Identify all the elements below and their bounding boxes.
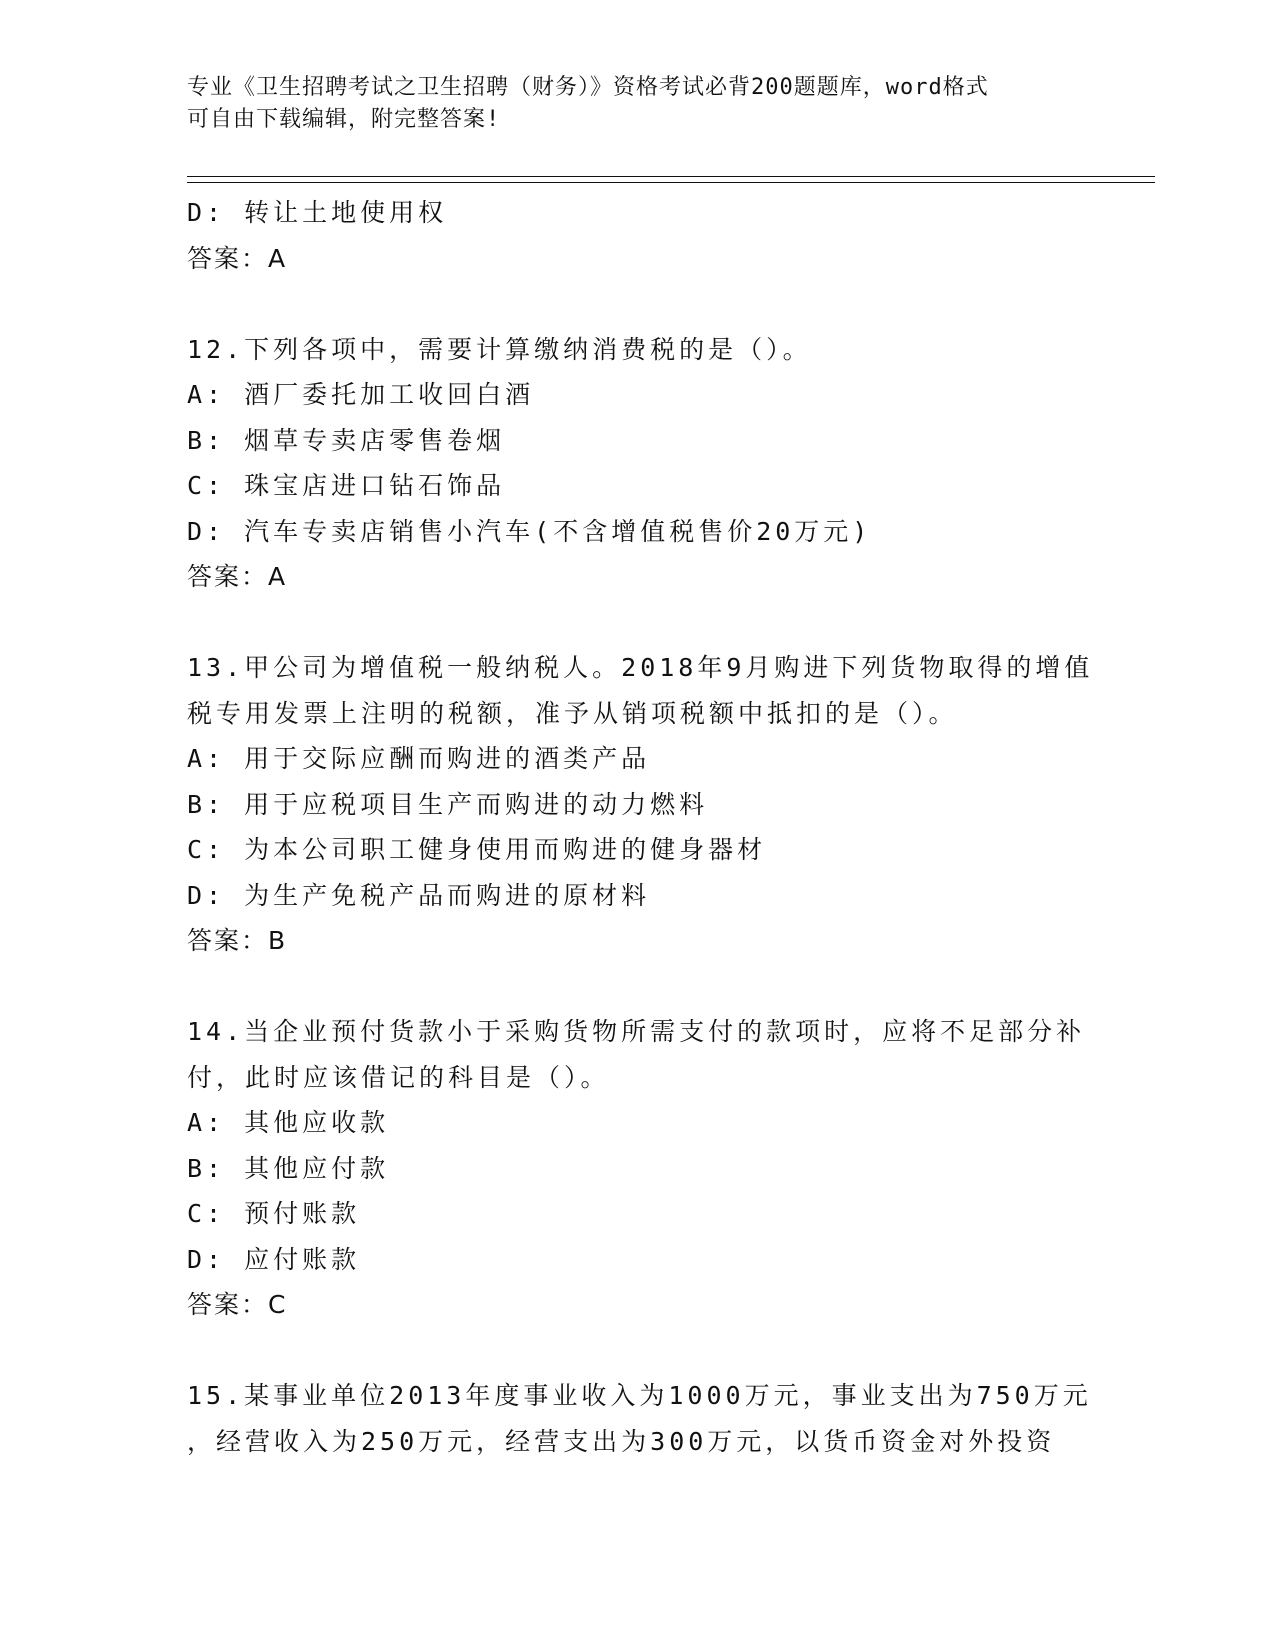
- question-block-11: [187, 190, 1087, 281]
- option-c: C: 珠宝店进口钻石饰品: [187, 471, 506, 500]
- document-body: [187, 190, 1094, 1464]
- option-a: A: 酒厂委托加工收回白酒: [187, 380, 535, 409]
- document-header: [187, 72, 1107, 136]
- option-a: A: 其他应收款: [187, 1108, 390, 1137]
- option-b: B: 其他应付款: [187, 1153, 390, 1183]
- question-text-line-1: 13.甲公司为增值税一般纳税人。2018年9月购进下列货物取得的增值: [187, 653, 1094, 682]
- header-divider-bottom: [187, 182, 1155, 183]
- question-block-12: [187, 327, 1087, 600]
- question-text: 12.下列各项中，需要计算缴纳消费税的是（）。: [187, 334, 812, 364]
- option-d: D: 为生产免税产品而购进的原材料: [187, 880, 651, 910]
- header-line-2: 可自由下载编辑，附完整答案!: [187, 107, 501, 132]
- option-a: A: 用于交际应酬而购进的酒类产品: [187, 744, 651, 773]
- question-block-13: [187, 645, 1094, 964]
- option-d: D: 应付账款: [187, 1244, 361, 1274]
- question-text-line-2: ，经营收入为250万元，经营支出为300万元，以货币资金对外投资: [187, 1426, 1056, 1456]
- question-text-line-1: 14.当企业预付货款小于采购货物所需支付的款项时，应将不足部分补: [187, 1017, 1086, 1046]
- option-b: B: 烟草专卖店零售卷烟: [187, 425, 506, 455]
- option-b: B: 用于应税项目生产而购进的动力燃料: [187, 789, 709, 819]
- option-c: C: 预付账款: [187, 1199, 361, 1228]
- header-line-1: 专业《卫生招聘考试之卫生招聘（财务）》资格考试必背200题题库，word格式: [187, 75, 989, 100]
- question-text-line-2: 付，此时应该借记的科目是（）。: [187, 1062, 610, 1092]
- question-text-line-1: 15.某事业单位2013年度事业收入为1000万元，事业支出为750万元: [187, 1381, 1092, 1410]
- answer: 答案：B: [187, 926, 288, 955]
- option-c: C: 为本公司职工健身使用而购进的健身器材: [187, 835, 767, 864]
- question-block-14: [187, 1009, 1087, 1328]
- header-divider-top: [187, 176, 1155, 177]
- option-d: D: 汽车专卖店销售小汽车(不含增值税售价20万元): [187, 516, 872, 546]
- question-block-15: [187, 1373, 1092, 1464]
- answer: 答案：A: [187, 562, 288, 591]
- option-d: D: 转让土地使用权: [187, 198, 448, 227]
- answer: 答案：C: [187, 1290, 288, 1319]
- question-text-line-2: 税专用发票上注明的税额，准予从销项税额中抵扣的是（）。: [187, 698, 958, 728]
- answer: 答案：A: [187, 243, 288, 273]
